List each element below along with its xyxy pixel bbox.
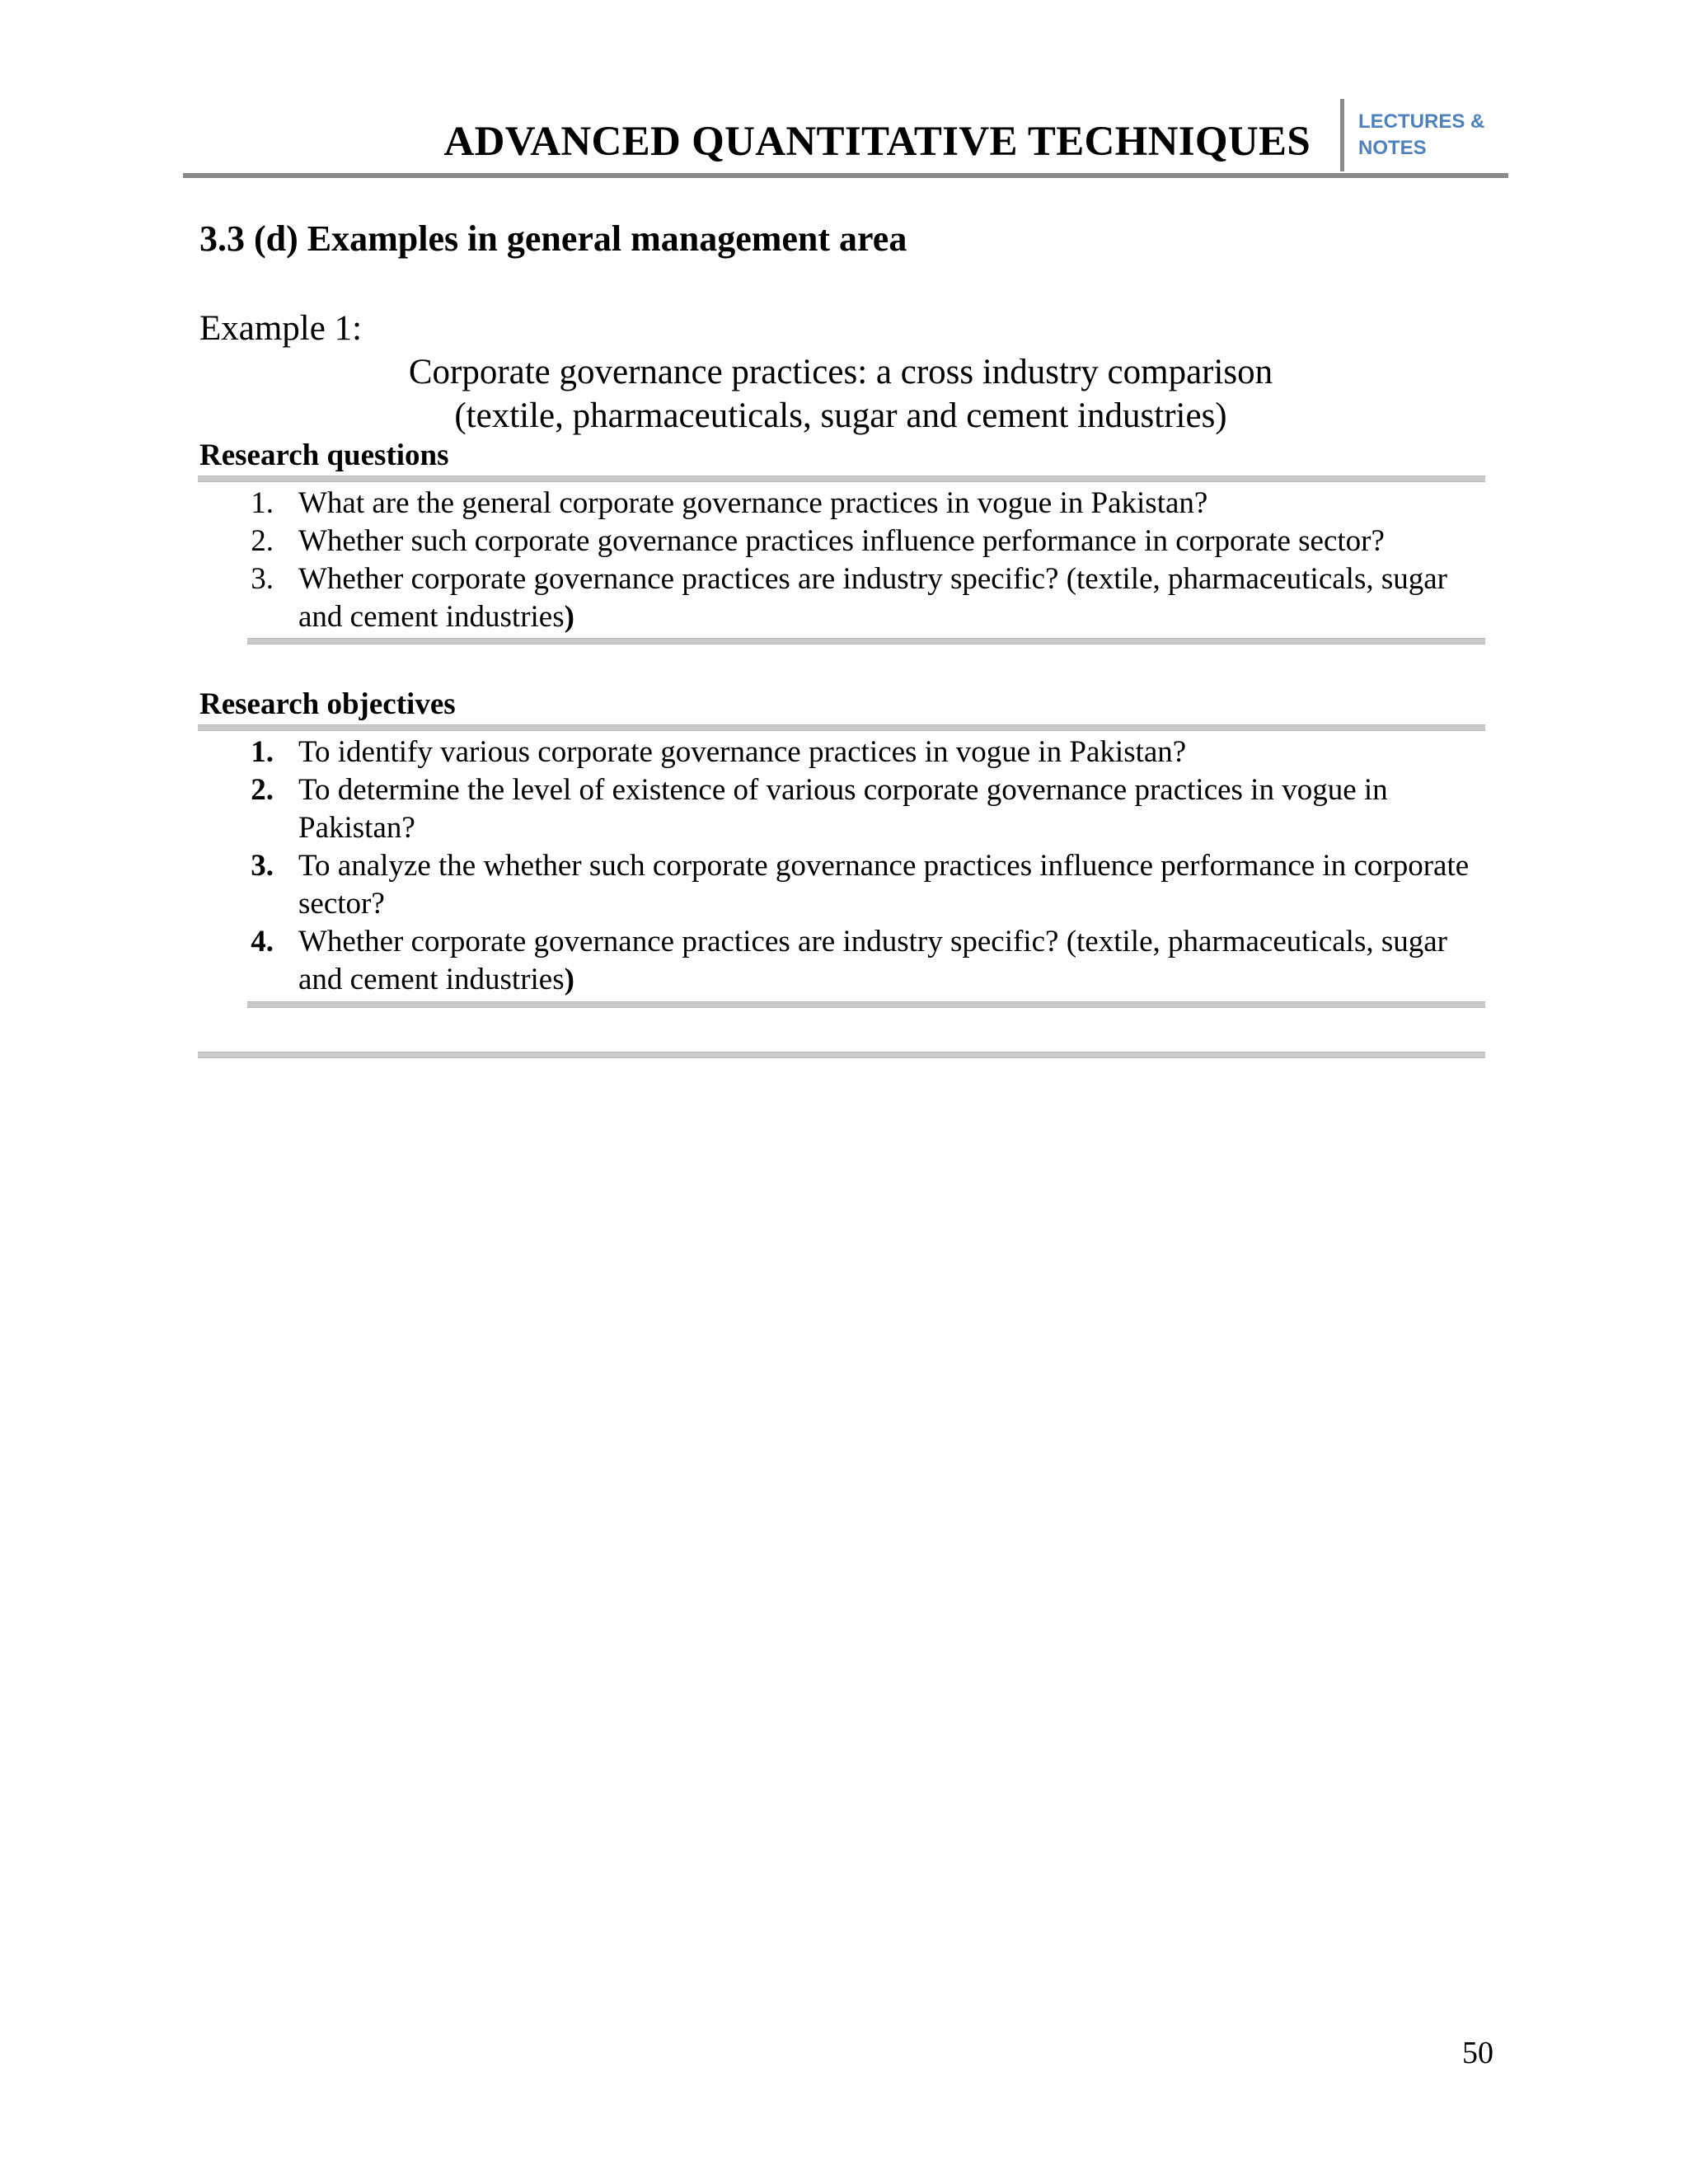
research-objectives-heading: Research objectives bbox=[199, 687, 456, 721]
list-item bbox=[239, 560, 1492, 636]
section-closing-rule bbox=[198, 1052, 1485, 1058]
list-item-number: 1. bbox=[251, 735, 274, 769]
research-objectives-list bbox=[239, 733, 1492, 999]
header-tag-line2: NOTES bbox=[1358, 137, 1427, 159]
list-item-text: To analyze the whether such corporate governance practices influence performance in corporate sector? bbox=[298, 849, 1470, 921]
list-item-text: Whether corporate governance practices are industry specific? (textile, pharmaceuticals, sugar and cement industries) bbox=[298, 562, 1448, 634]
section-heading: 3.3 (d) Examples in general management area bbox=[199, 218, 907, 259]
list-item bbox=[239, 847, 1492, 923]
header-title: ADVANCED QUANTITATIVE TECHNIQUES bbox=[443, 119, 1311, 165]
header-tag-line1: LECTURES & bbox=[1358, 110, 1485, 133]
list-item-text: Whether corporate governance practices are industry specific? (textile, pharmaceuticals, sugar and cement industries) bbox=[298, 925, 1448, 996]
list-item bbox=[239, 733, 1492, 771]
example-title-line2: (textile, pharmaceuticals, sugar and cement industries) bbox=[454, 396, 1227, 435]
list-item bbox=[239, 923, 1492, 999]
list-item-number: 4. bbox=[251, 925, 274, 958]
research-questions-top-rule bbox=[198, 476, 1485, 482]
list-item-text: Whether such corporate governance practices influence performance in corporate sector? bbox=[298, 524, 1385, 558]
research-questions-bottom-rule bbox=[247, 638, 1485, 644]
list-item-number: 1. bbox=[251, 486, 274, 520]
list-item bbox=[239, 485, 1492, 523]
research-questions-list bbox=[239, 485, 1492, 636]
research-objectives-top-rule bbox=[198, 724, 1485, 731]
example-title-line1: Corporate governance practices: a cross industry comparison bbox=[408, 353, 1273, 391]
list-item-text: To determine the level of existence of various corporate governance practices in vogue in Pakistan? bbox=[298, 773, 1388, 845]
page-number: 50 bbox=[1462, 2036, 1493, 2070]
list-item-number: 3. bbox=[251, 849, 274, 883]
research-questions-heading: Research questions bbox=[199, 438, 449, 472]
list-item-text: What are the general corporate governance practices in vogue in Pakistan? bbox=[298, 486, 1208, 520]
research-objectives-bottom-rule bbox=[247, 1001, 1485, 1008]
list-item bbox=[239, 523, 1492, 560]
page-header bbox=[183, 97, 1508, 178]
list-item-number: 2. bbox=[251, 524, 274, 558]
header-tag bbox=[1358, 109, 1484, 162]
list-item-number: 3. bbox=[251, 562, 274, 596]
list-item bbox=[239, 771, 1492, 847]
list-item-text: To identify various corporate governance practices in vogue in Pakistan? bbox=[298, 735, 1187, 769]
example-label: Example 1: bbox=[199, 309, 363, 348]
list-item-number: 2. bbox=[251, 773, 274, 807]
header-divider bbox=[1340, 99, 1344, 171]
